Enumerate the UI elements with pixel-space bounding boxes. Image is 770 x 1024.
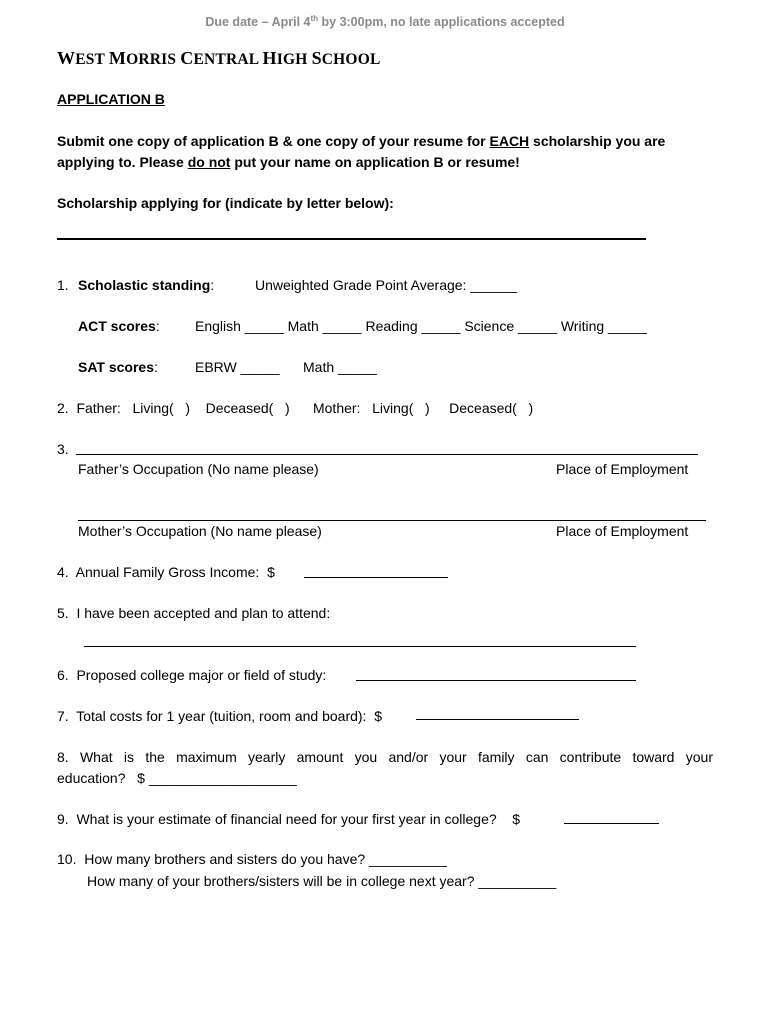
mother-occupation-label: Mother’s Occupation (No name please) bbox=[78, 523, 322, 539]
instructions-line-1 bbox=[57, 133, 665, 149]
instructions-text: scholarship you are bbox=[529, 133, 666, 149]
school-initial: M bbox=[108, 48, 127, 68]
school-initial: C bbox=[180, 48, 194, 68]
due-date-superscript: th bbox=[310, 14, 319, 23]
major-field[interactable] bbox=[356, 680, 636, 681]
sat-scores-label: SAT scores bbox=[78, 359, 154, 375]
school-word-part: CHOOL bbox=[321, 51, 381, 68]
school-word-part: ORRIS bbox=[126, 51, 177, 68]
father-occupation-field[interactable] bbox=[76, 454, 698, 455]
mother-occupation-field[interactable] bbox=[78, 520, 706, 521]
school-word-part: EST bbox=[75, 51, 105, 68]
q6-major-label: 6. Proposed college major or field of study: bbox=[57, 667, 327, 683]
q4-income-label: 4. Annual Family Gross Income: $ bbox=[57, 564, 275, 580]
due-date-rest: by 3:00pm, no late applications accepted bbox=[318, 15, 565, 30]
q9-need-label: 9. What is your estimate of financial need for your first year in college? $ bbox=[57, 811, 520, 827]
school-word-part: IGH bbox=[276, 51, 308, 68]
instructions-text: Submit one copy of application B & one copy of your resume for bbox=[57, 133, 490, 149]
q8-line-1: 8. What is the maximum yearly amount you and/or your family can contribute toward your bbox=[57, 749, 713, 765]
college-field[interactable] bbox=[84, 646, 636, 647]
gpa-field[interactable]: Unweighted Grade Point Average: ______ bbox=[255, 277, 518, 293]
q1-label-wrap bbox=[78, 277, 214, 293]
act-score-fields[interactable]: English _____ Math _____ Reading _____ Science _____ Writing _____ bbox=[195, 318, 647, 334]
sat-ebrw-field[interactable]: EBRW _____ bbox=[195, 359, 280, 375]
income-field[interactable] bbox=[304, 577, 448, 578]
scholarship-letter-field[interactable] bbox=[57, 238, 646, 240]
q7-costs-label: 7. Total costs for 1 year (tuition, room and board): $ bbox=[57, 708, 383, 724]
q8-contribution-field[interactable]: education? $ ___________________ bbox=[57, 770, 297, 786]
q5-college-label: 5. I have been accepted and plan to attend: bbox=[57, 605, 331, 621]
sat-label-wrap bbox=[78, 359, 158, 375]
label-colon: : bbox=[154, 359, 158, 375]
label-colon: : bbox=[210, 277, 215, 293]
father-employment-label: Place of Employment bbox=[556, 461, 689, 477]
q10-siblings-college-field[interactable]: How many of your brothers/sisters will be in college next year? __________ bbox=[87, 873, 557, 889]
school-word-part: ENTRAL bbox=[193, 51, 259, 68]
q3-number: 3. bbox=[57, 441, 69, 457]
instructions-emphasis-do-not: do not bbox=[187, 154, 231, 170]
q10-siblings-field[interactable]: 10. How many brothers and sisters do you have? __________ bbox=[57, 851, 447, 867]
father-occupation-label: Father’s Occupation (No name please) bbox=[78, 461, 319, 477]
q1-number: 1. bbox=[57, 277, 69, 293]
due-date-notice bbox=[0, 14, 770, 29]
instructions-line-2 bbox=[57, 154, 520, 170]
scholarship-prompt: Scholarship applying for (indicate by letter below): bbox=[57, 195, 394, 211]
sat-math-field[interactable]: Math _____ bbox=[303, 359, 377, 375]
instructions-emphasis-each: EACH bbox=[489, 133, 530, 149]
school-initial: W bbox=[57, 48, 76, 68]
scholastic-standing-label: Scholastic standing bbox=[78, 277, 211, 293]
application-title: APPLICATION B bbox=[57, 91, 165, 107]
instructions-text: applying to. Please bbox=[57, 154, 188, 170]
act-label-wrap bbox=[78, 318, 160, 334]
financial-need-field[interactable] bbox=[564, 823, 659, 824]
school-initial: S bbox=[311, 48, 322, 68]
mother-employment-label: Place of Employment bbox=[556, 523, 689, 539]
instructions-text: put your name on application B or resume! bbox=[230, 154, 520, 170]
label-colon: : bbox=[155, 318, 160, 334]
school-name bbox=[57, 48, 380, 69]
act-scores-label: ACT scores bbox=[78, 318, 156, 334]
q2-parents-status[interactable]: 2. Father: Living( ) Deceased( ) Mother: Living( ) Deceased( ) bbox=[57, 400, 534, 416]
due-date-text: Due date – April 4 bbox=[205, 15, 311, 30]
costs-field[interactable] bbox=[416, 719, 579, 720]
school-initial: H bbox=[262, 48, 277, 68]
